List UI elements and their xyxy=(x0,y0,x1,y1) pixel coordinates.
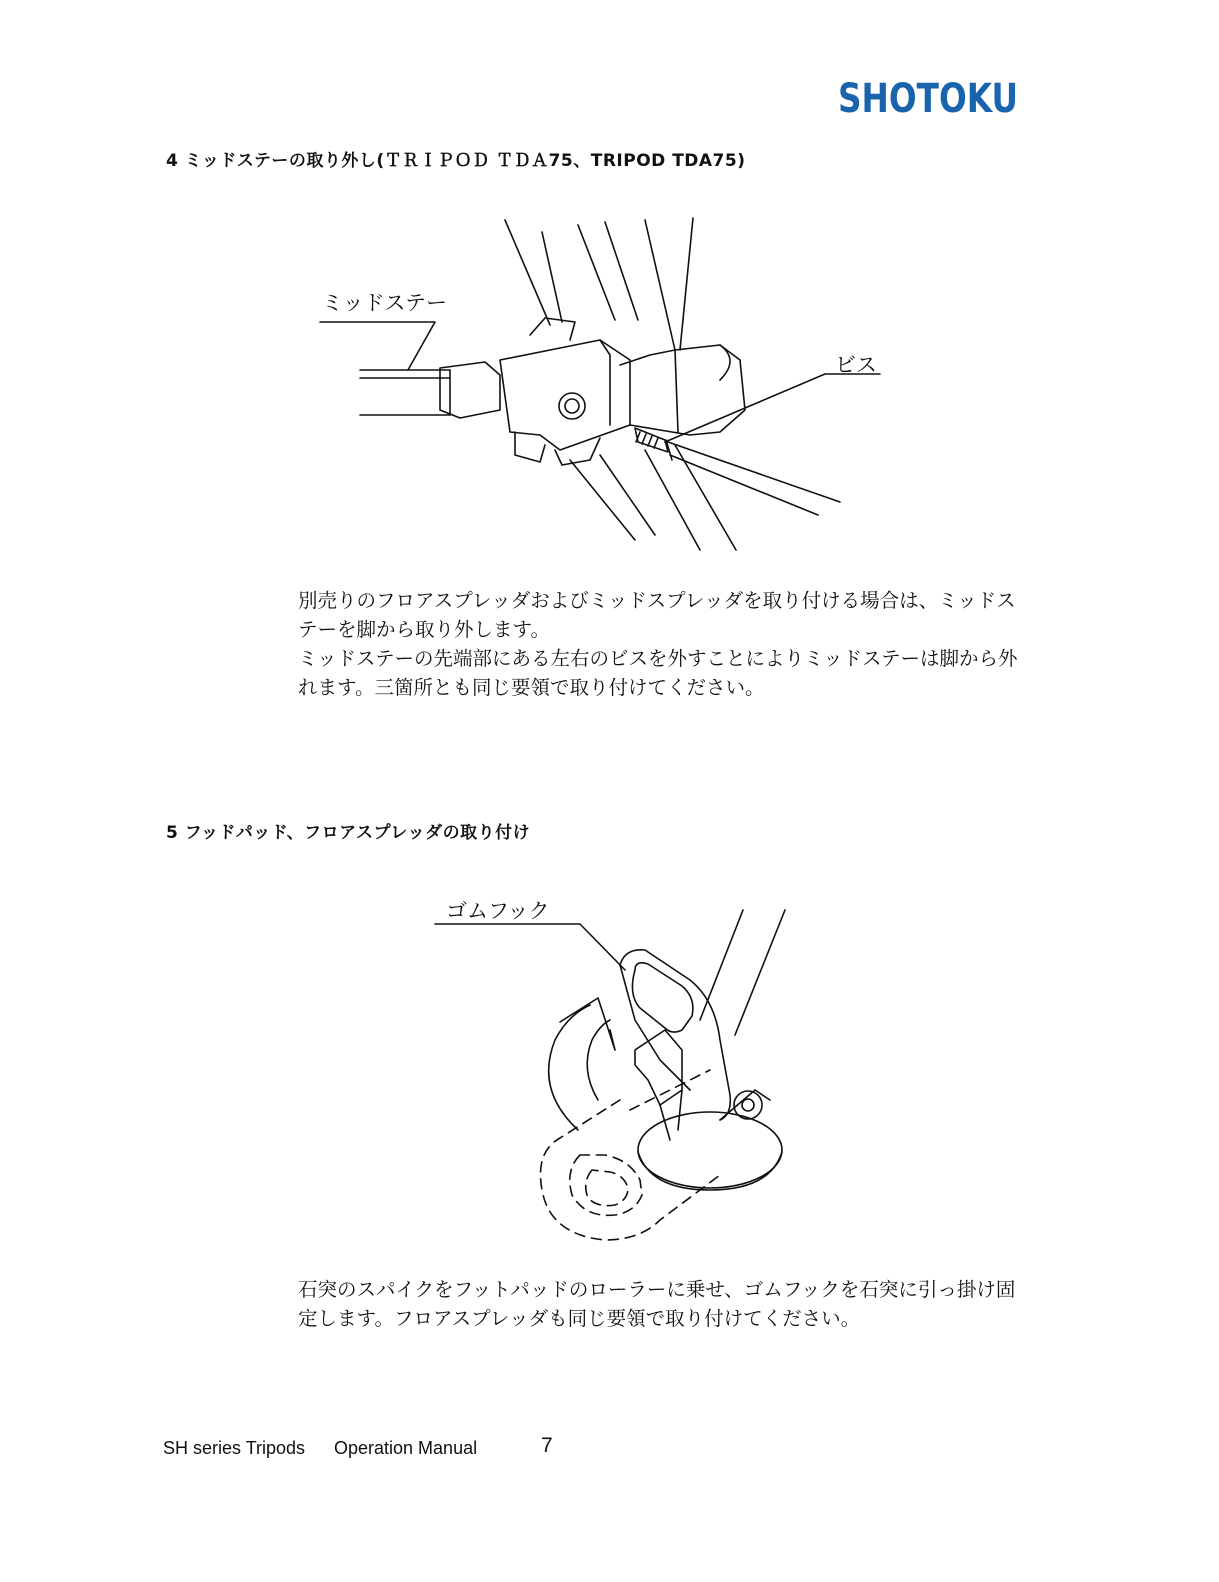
rubber-hook-label: ゴムフック xyxy=(446,899,550,923)
midstay-label: ミッドステー xyxy=(322,291,447,315)
svg-text:SHOTOKU: SHOTOKU xyxy=(838,76,1018,122)
section-4-paragraph-2: ミッドステーの先端部にある左右のビスを外すことによりミッドステーは脚から外れます。三箇所とも同じ要領で取り付けてください。 xyxy=(298,647,1018,699)
midstay-illustration xyxy=(300,210,900,560)
section-5-paragraph-1: 石突のスパイクをフットパッドのローラーに乗せ、ゴムフックを石突に引っ掛け固定します。フロアスプレッダも同じ要領で取り付けてください。 xyxy=(298,1278,1016,1330)
shotoku-logo xyxy=(838,74,1020,120)
section-4-heading: 4 ミッドステーの取り外し(ＴＲＩＰＯＤ ＴＤＡ75、TRIPOD TDA75) xyxy=(166,151,746,171)
footer-manual: Operation Manual xyxy=(334,1438,478,1458)
section-4-body xyxy=(298,586,1018,702)
section-5-body xyxy=(298,1275,1018,1333)
footer-series: SH series Tripods xyxy=(163,1438,306,1458)
section-5-heading: 5 フッドパッド、フロアスプレッダの取り付け xyxy=(166,823,531,843)
footpad-illustration xyxy=(420,890,840,1270)
page-number: 7 xyxy=(541,1434,553,1457)
section-4-paragraph-1: 別売りのフロアスプレッダおよびミッドスプレッダを取り付ける場合は、ミッドステーを脚から取り外します。 xyxy=(298,589,1016,641)
screw-label: ビス xyxy=(835,353,877,377)
